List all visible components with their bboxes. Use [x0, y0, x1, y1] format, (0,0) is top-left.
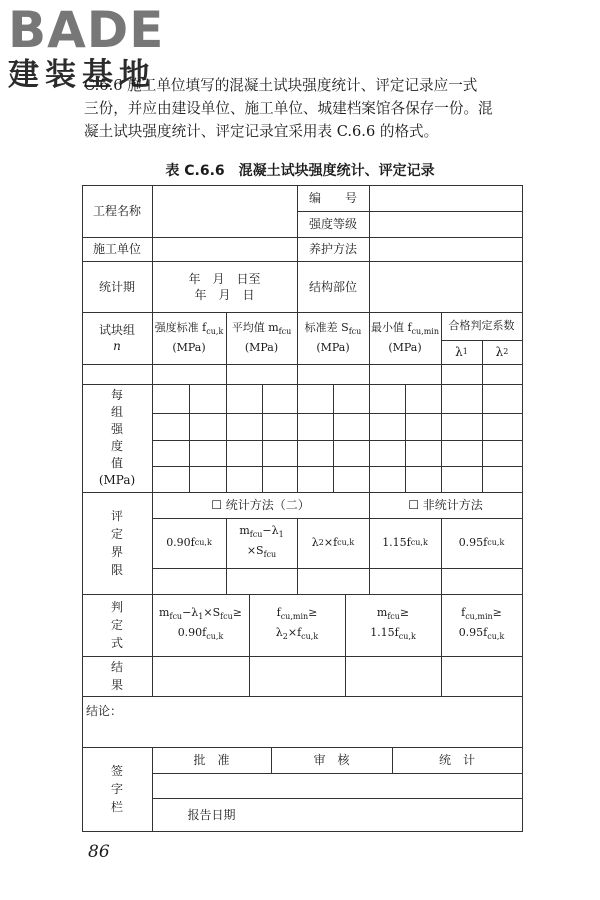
period-end: 年 月 日	[194, 287, 255, 302]
limit-4: 1.15f cu,k	[382, 536, 428, 549]
label-stat-period: 统计期	[98, 279, 135, 294]
label-strength-grade: 强度等级	[308, 217, 357, 231]
label-statistics: 统 计	[438, 753, 475, 767]
table-title: 表 C.6.6 混凝土试块强度统计、评定记录	[165, 163, 435, 179]
limit-3: λ 2 ×f cu,k	[311, 536, 355, 549]
header-coef: 合格判定系数	[448, 319, 515, 332]
label-result: 结 果	[110, 660, 123, 692]
unit-label: (MPa)	[388, 341, 422, 355]
page-number: 86	[88, 842, 110, 862]
limit-2: $m_{fcu}-\lambda_1$ $\times S_{fcu}$	[239, 523, 284, 560]
label-review: 审 核	[313, 753, 350, 767]
label-project-name: 工程名称	[92, 204, 141, 218]
label-approve: 批 准	[193, 753, 230, 767]
label-report-date: 报告日期	[187, 807, 236, 822]
header-stddev	[297, 312, 369, 364]
stddev-sub: fcu	[348, 327, 362, 337]
label-structure-part: 结构部位	[308, 279, 357, 294]
label-judge: 判 定 式	[110, 600, 123, 650]
logo-subtitle: 建装基地	[8, 57, 156, 93]
header-mean	[226, 312, 297, 364]
judge-formula-3: $m_{fcu}\ge$ $1.15f_{cu,k}$	[370, 605, 416, 642]
header-min	[369, 312, 441, 364]
intro-line: C.6.6 施工单位填写的混凝土试块强度统计、评定记录应一式	[84, 77, 478, 94]
nonstat-method-checkbox[interactable]: ☐ 非统计方法	[408, 498, 483, 512]
unit-label: (MPa)	[316, 341, 350, 355]
std-strength-label: 强度标准 f	[154, 320, 207, 334]
header-lambda2: λ 2	[495, 345, 509, 359]
stat-method-checkbox[interactable]: ☐ 统计方法（二）	[211, 498, 310, 512]
limit-5: 0.95f cu,k	[458, 536, 505, 549]
min-sub: cu,min	[411, 327, 440, 337]
stat-period-range	[152, 261, 297, 312]
label-group-strength: 每 组 强 度 值 (MPa)	[98, 388, 136, 487]
label-sign: 签 字 栏	[110, 764, 123, 814]
judge-formula-1: $m_{fcu}-\lambda_1\times S_{fcu}\ge$ $0.90f_{cu,k}$	[159, 605, 242, 642]
std-strength-sub: cu,k	[206, 327, 224, 337]
judge-formula-2: $f_{cu,min}\ge$ $\lambda_2\times f_{cu,k}$	[275, 605, 319, 642]
unit-label: (MPa)	[244, 341, 279, 355]
limit-1: 0.90f cu,k	[166, 536, 212, 549]
label-eval-limit: 评 定 界 限	[110, 509, 123, 577]
unit-label: (MPa)	[172, 341, 206, 355]
label-number: 编 号	[308, 191, 357, 205]
judge-formula-4: $f_{cu,min}\ge$ $0.95f_{cu,k}$	[458, 605, 505, 642]
period-start: 年 月 日至	[188, 271, 261, 286]
label-conclusion: 结论：	[86, 704, 123, 718]
header-group-count	[82, 312, 152, 364]
intro-paragraph	[84, 74, 524, 143]
min-label: 最小值 f	[370, 320, 412, 334]
group-count-label: 试块组	[98, 323, 135, 337]
logo-wordmark: BADE	[8, 1, 165, 59]
header-lambda1: λ 1	[455, 345, 468, 359]
label-curing-method: 养护方法	[308, 242, 357, 256]
group-count-n: n	[113, 339, 121, 353]
mean-label: 平均值 m	[231, 320, 279, 334]
mean-sub: fcu	[278, 327, 292, 337]
label-construction-unit: 施工单位	[92, 242, 141, 256]
stddev-label: 标准差 S	[304, 320, 349, 334]
intro-line: 三份，并应由建设单位、施工单位、城建档案馆各保存一份。混	[84, 100, 493, 117]
header-std-strength	[152, 312, 226, 364]
intro-line: 凝土试块强度统计、评定记录宜采用表 C.6.6 的格式。	[84, 123, 439, 140]
